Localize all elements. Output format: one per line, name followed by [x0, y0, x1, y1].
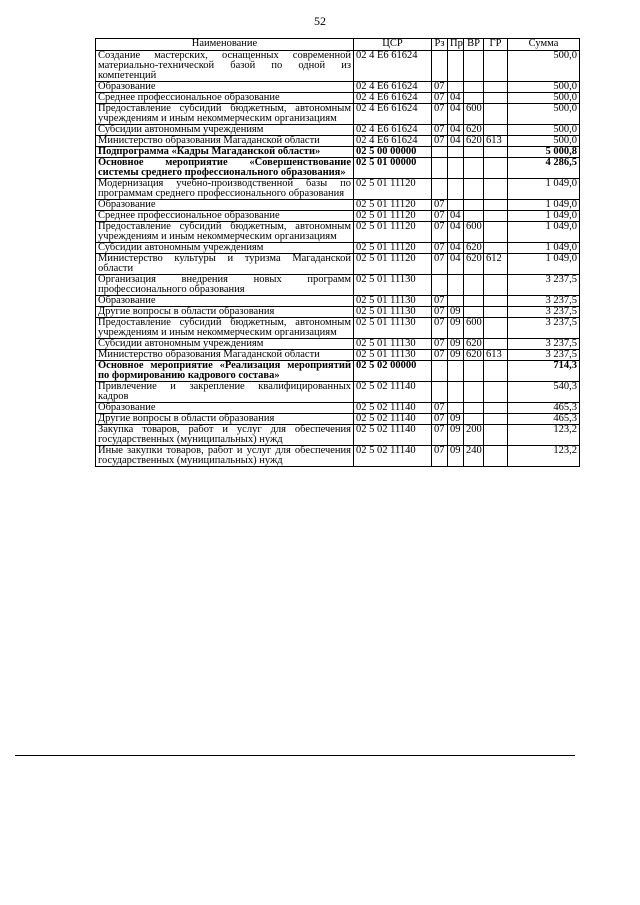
- cell-vr: 600: [464, 104, 484, 125]
- cell-gr: [484, 51, 508, 82]
- cell-gr: 613: [484, 136, 508, 147]
- table-row: [96, 82, 580, 93]
- cell-pr: 09: [448, 446, 464, 467]
- cell-name: Среднее профессиональное образование: [96, 93, 354, 104]
- cell-sum: 465,3: [508, 403, 580, 414]
- cell-csr: 02 4 E6 61624: [354, 82, 432, 93]
- cell-rz: 07: [432, 318, 448, 339]
- cell-vr: 620: [464, 125, 484, 136]
- cell-gr: [484, 93, 508, 104]
- table-row: [96, 147, 580, 158]
- header-sum: Сумма: [508, 39, 580, 51]
- table-row: [96, 275, 580, 296]
- cell-gr: [484, 179, 508, 200]
- cell-sum: 3 237,5: [508, 275, 580, 296]
- cell-pr: [448, 158, 464, 179]
- cell-csr: 02 5 01 11120: [354, 179, 432, 200]
- table-row: [96, 361, 580, 382]
- header-csr: ЦСР: [354, 39, 432, 51]
- cell-gr: [484, 382, 508, 403]
- cell-vr: [464, 147, 484, 158]
- table-row: [96, 104, 580, 125]
- cell-csr: 02 5 02 00000: [354, 361, 432, 382]
- cell-pr: [448, 275, 464, 296]
- cell-vr: 620: [464, 243, 484, 254]
- cell-rz: [432, 382, 448, 403]
- header-gr: ГР: [484, 39, 508, 51]
- header-vr: ВР: [464, 39, 484, 51]
- cell-pr: [448, 361, 464, 382]
- cell-sum: 500,0: [508, 51, 580, 82]
- cell-sum: 3 237,5: [508, 350, 580, 361]
- cell-name: Модернизация учебно-производственной базы по программам среднего профессионального образования: [96, 179, 354, 200]
- cell-name: Иные закупки товаров, работ и услуг для обеспечения государственных (муниципальных) нужд: [96, 446, 354, 467]
- cell-csr: 02 5 01 11120: [354, 254, 432, 275]
- cell-pr: 04: [448, 211, 464, 222]
- cell-gr: [484, 296, 508, 307]
- cell-gr: [484, 104, 508, 125]
- cell-rz: 07: [432, 82, 448, 93]
- header-name: Наименование: [96, 39, 354, 51]
- cell-csr: 02 4 E6 61624: [354, 51, 432, 82]
- cell-sum: 4 286,5: [508, 158, 580, 179]
- cell-csr: 02 5 01 11120: [354, 222, 432, 243]
- cell-pr: 09: [448, 414, 464, 425]
- cell-gr: [484, 361, 508, 382]
- cell-gr: [484, 222, 508, 243]
- cell-csr: 02 5 01 11120: [354, 200, 432, 211]
- cell-csr: 02 5 01 11130: [354, 296, 432, 307]
- cell-sum: 500,0: [508, 125, 580, 136]
- cell-vr: [464, 211, 484, 222]
- cell-rz: [432, 147, 448, 158]
- cell-gr: [484, 414, 508, 425]
- cell-rz: [432, 361, 448, 382]
- cell-sum: 500,0: [508, 93, 580, 104]
- cell-sum: 3 237,5: [508, 296, 580, 307]
- cell-gr: [484, 158, 508, 179]
- cell-csr: 02 5 02 11140: [354, 446, 432, 467]
- cell-vr: [464, 307, 484, 318]
- cell-gr: [484, 243, 508, 254]
- cell-pr: 04: [448, 93, 464, 104]
- cell-pr: 09: [448, 307, 464, 318]
- cell-name: Образование: [96, 200, 354, 211]
- cell-pr: 09: [448, 318, 464, 339]
- cell-gr: [484, 339, 508, 350]
- cell-csr: 02 4 E6 61624: [354, 104, 432, 125]
- cell-name: Предоставление субсидий бюджетным, автономным учреждениям и иным некоммерческим организациям: [96, 318, 354, 339]
- cell-sum: 1 049,0: [508, 211, 580, 222]
- cell-rz: 07: [432, 296, 448, 307]
- cell-csr: 02 5 00 00000: [354, 147, 432, 158]
- cell-name: Среднее профессиональное образование: [96, 211, 354, 222]
- cell-sum: 3 237,5: [508, 307, 580, 318]
- cell-sum: 123,2: [508, 446, 580, 467]
- cell-pr: [448, 82, 464, 93]
- cell-rz: [432, 275, 448, 296]
- cell-sum: 3 237,5: [508, 318, 580, 339]
- cell-csr: 02 5 02 11140: [354, 382, 432, 403]
- cell-name: Закупка товаров, работ и услуг для обеспечения государственных (муниципальных) нужд: [96, 425, 354, 446]
- cell-rz: 07: [432, 222, 448, 243]
- cell-rz: 07: [432, 339, 448, 350]
- budget-table: [95, 38, 580, 467]
- cell-vr: [464, 51, 484, 82]
- cell-csr: 02 5 01 11130: [354, 318, 432, 339]
- cell-name: Привлечение и закрепление квалифицированных кадров: [96, 382, 354, 403]
- cell-csr: 02 5 01 11130: [354, 339, 432, 350]
- cell-vr: 600: [464, 222, 484, 243]
- cell-pr: 04: [448, 125, 464, 136]
- cell-rz: 07: [432, 350, 448, 361]
- cell-vr: 600: [464, 318, 484, 339]
- header-pr: Пр: [448, 39, 464, 51]
- cell-name: Создание мастерских, оснащенных современной материально-технической базой по одной из компетенций: [96, 51, 354, 82]
- cell-name: Министерство культуры и туризма Магаданской области: [96, 254, 354, 275]
- cell-vr: 240: [464, 446, 484, 467]
- cell-name: Министерство образования Магаданской области: [96, 350, 354, 361]
- cell-vr: 620: [464, 136, 484, 147]
- cell-name: Основное мероприятие «Совершенствование системы среднего профессионального образования»: [96, 158, 354, 179]
- cell-pr: [448, 382, 464, 403]
- cell-pr: 09: [448, 339, 464, 350]
- cell-sum: 1 049,0: [508, 200, 580, 211]
- table-row: [96, 222, 580, 243]
- table-row: [96, 51, 580, 82]
- table-row: [96, 125, 580, 136]
- cell-rz: 07: [432, 254, 448, 275]
- cell-csr: 02 4 E6 61624: [354, 93, 432, 104]
- cell-vr: [464, 275, 484, 296]
- cell-vr: 620: [464, 350, 484, 361]
- cell-name: Министерство образования Магаданской области: [96, 136, 354, 147]
- cell-vr: [464, 403, 484, 414]
- table-row: [96, 403, 580, 414]
- cell-csr: 02 4 E6 61624: [354, 125, 432, 136]
- cell-sum: 1 049,0: [508, 254, 580, 275]
- cell-sum: 1 049,0: [508, 243, 580, 254]
- cell-gr: [484, 403, 508, 414]
- cell-name: Подпрограмма «Кадры Магаданской области»: [96, 147, 354, 158]
- cell-name: Образование: [96, 403, 354, 414]
- cell-vr: 620: [464, 339, 484, 350]
- cell-rz: 07: [432, 307, 448, 318]
- cell-gr: 613: [484, 350, 508, 361]
- cell-csr: 02 5 01 11120: [354, 243, 432, 254]
- table-row: [96, 254, 580, 275]
- cell-rz: 07: [432, 93, 448, 104]
- cell-name: Предоставление субсидий бюджетным, автономным учреждениям и иным некоммерческим организациям: [96, 222, 354, 243]
- cell-vr: [464, 82, 484, 93]
- cell-sum: 5 000,8: [508, 147, 580, 158]
- cell-pr: 09: [448, 350, 464, 361]
- cell-rz: 07: [432, 211, 448, 222]
- cell-pr: [448, 200, 464, 211]
- cell-sum: 1 049,0: [508, 222, 580, 243]
- cell-rz: 07: [432, 200, 448, 211]
- cell-rz: [432, 158, 448, 179]
- cell-pr: 04: [448, 222, 464, 243]
- table-row: [96, 136, 580, 147]
- table-row: [96, 243, 580, 254]
- cell-sum: 123,2: [508, 425, 580, 446]
- cell-name: Организация внедрения новых программ профессионального образования: [96, 275, 354, 296]
- table-row: [96, 339, 580, 350]
- cell-sum: 3 237,5: [508, 339, 580, 350]
- cell-pr: [448, 179, 464, 200]
- cell-pr: [448, 296, 464, 307]
- cell-name: Другие вопросы в области образования: [96, 414, 354, 425]
- cell-gr: 612: [484, 254, 508, 275]
- table-row: [96, 93, 580, 104]
- table-row: [96, 425, 580, 446]
- header-rz: Рз: [432, 39, 448, 51]
- cell-rz: 07: [432, 425, 448, 446]
- cell-rz: [432, 179, 448, 200]
- cell-gr: [484, 200, 508, 211]
- cell-sum: 500,0: [508, 136, 580, 147]
- cell-vr: 200: [464, 425, 484, 446]
- cell-pr: 04: [448, 104, 464, 125]
- cell-gr: [484, 211, 508, 222]
- table-row: [96, 296, 580, 307]
- table-row: [96, 382, 580, 403]
- cell-rz: 07: [432, 136, 448, 147]
- table-row: [96, 307, 580, 318]
- cell-csr: 02 5 02 11140: [354, 403, 432, 414]
- cell-csr: 02 4 E6 61624: [354, 136, 432, 147]
- cell-vr: 620: [464, 254, 484, 275]
- cell-csr: 02 5 01 00000: [354, 158, 432, 179]
- cell-vr: [464, 158, 484, 179]
- table-row: [96, 350, 580, 361]
- cell-sum: 714,3: [508, 361, 580, 382]
- cell-name: Другие вопросы в области образования: [96, 307, 354, 318]
- table-row: [96, 158, 580, 179]
- cell-csr: 02 5 02 11140: [354, 414, 432, 425]
- cell-gr: [484, 147, 508, 158]
- cell-rz: 07: [432, 403, 448, 414]
- table-row: [96, 414, 580, 425]
- cell-gr: [484, 275, 508, 296]
- cell-gr: [484, 125, 508, 136]
- cell-name: Субсидии автономным учреждениям: [96, 125, 354, 136]
- cell-rz: 07: [432, 104, 448, 125]
- cell-rz: [432, 51, 448, 82]
- cell-sum: 465,3: [508, 414, 580, 425]
- table-row: [96, 318, 580, 339]
- cell-vr: [464, 200, 484, 211]
- cell-sum: 1 049,0: [508, 179, 580, 200]
- cell-pr: [448, 51, 464, 82]
- cell-csr: 02 5 02 11140: [354, 425, 432, 446]
- cell-pr: [448, 403, 464, 414]
- table-row: [96, 211, 580, 222]
- cell-vr: [464, 179, 484, 200]
- cell-sum: 500,0: [508, 82, 580, 93]
- cell-pr: 04: [448, 243, 464, 254]
- cell-name: Субсидии автономным учреждениям: [96, 243, 354, 254]
- cell-rz: 07: [432, 243, 448, 254]
- cell-gr: [484, 318, 508, 339]
- cell-name: Субсидии автономным учреждениям: [96, 339, 354, 350]
- cell-vr: [464, 382, 484, 403]
- footer-divider: [15, 755, 575, 756]
- cell-rz: 07: [432, 414, 448, 425]
- cell-rz: 07: [432, 125, 448, 136]
- cell-name: Образование: [96, 82, 354, 93]
- cell-vr: [464, 361, 484, 382]
- cell-csr: 02 5 01 11130: [354, 275, 432, 296]
- cell-csr: 02 5 01 11120: [354, 211, 432, 222]
- cell-rz: 07: [432, 446, 448, 467]
- header-row: [96, 39, 580, 51]
- cell-pr: 04: [448, 136, 464, 147]
- cell-gr: [484, 425, 508, 446]
- cell-pr: 04: [448, 254, 464, 275]
- cell-gr: [484, 82, 508, 93]
- page-number: 52: [314, 14, 326, 28]
- table-row: [96, 179, 580, 200]
- cell-name: Предоставление субсидий бюджетным, автономным учреждениям и иным некоммерческим организациям: [96, 104, 354, 125]
- cell-csr: 02 5 01 11130: [354, 307, 432, 318]
- cell-pr: [448, 147, 464, 158]
- table-row: [96, 200, 580, 211]
- cell-vr: [464, 414, 484, 425]
- cell-name: Образование: [96, 296, 354, 307]
- cell-pr: 09: [448, 425, 464, 446]
- cell-sum: 500,0: [508, 104, 580, 125]
- cell-gr: [484, 307, 508, 318]
- table-row: [96, 446, 580, 467]
- cell-csr: 02 5 01 11130: [354, 350, 432, 361]
- cell-gr: [484, 446, 508, 467]
- cell-name: Основное мероприятие «Реализация мероприятий по формированию кадрового состава»: [96, 361, 354, 382]
- cell-vr: [464, 296, 484, 307]
- cell-sum: 540,3: [508, 382, 580, 403]
- cell-vr: [464, 93, 484, 104]
